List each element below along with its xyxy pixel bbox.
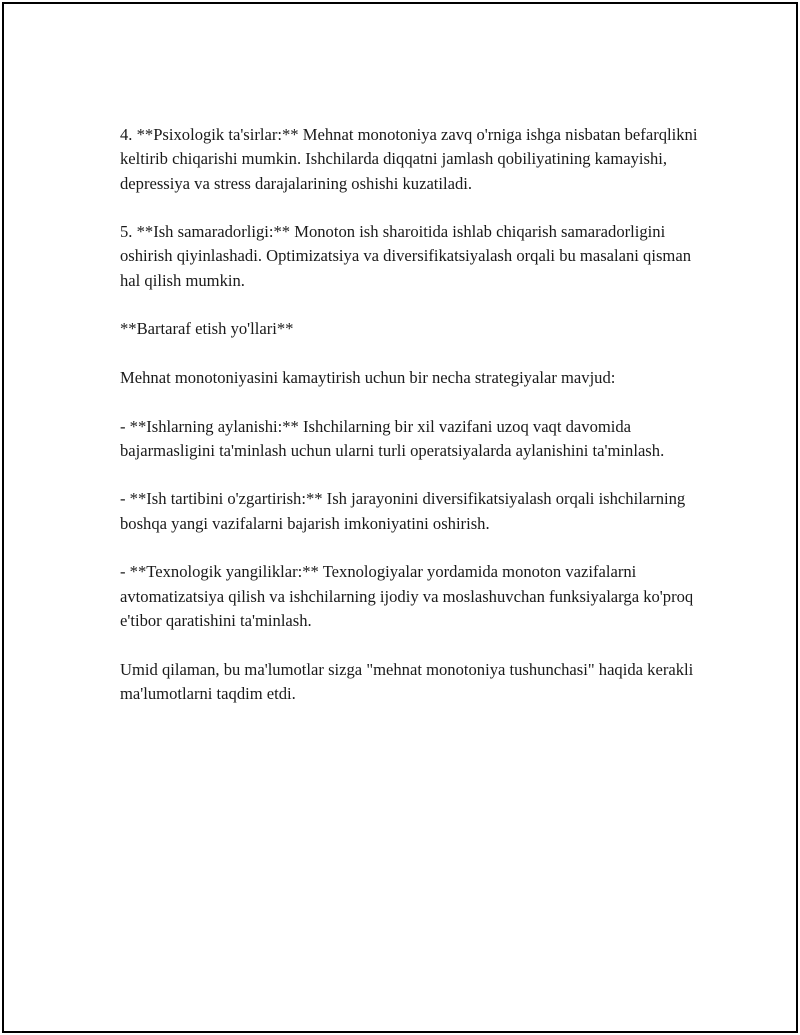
paragraph-work-efficiency: 5. **Ish samaradorligi:** Monoton ish sharoitida ishlab chiqarish samaradorligini oshirish qiyinlashadi. Optimizatsiya va diversifikatsiyalash orqali bu masalani qisman hal qilish mumkin.: [120, 222, 691, 290]
list-item-change-work-order: - **Ish tartibini o'zgartirish:** Ish jarayonini diversifikatsiyalash orqali ishchilarning boshqa yangi vazifalarni bajarish imkoniyatini oshirish.: [120, 489, 686, 533]
section-heading-remedies: **Bartaraf etish yo'llari**: [120, 319, 294, 339]
paragraph-psychological-effects: 4. **Psixologik ta'sirlar:** Mehnat monotoniya zavq o'rniga ishga nisbatan befarqlikni keltirib chiqarishi mumkin. Ishchilarda diqqatni jamlash qobiliyatining kamayishi, depressiya va stress darajalarining oshishi kuzatiladi.: [120, 125, 698, 193]
document-body: [120, 123, 700, 730]
document-page: [2, 2, 798, 1033]
paragraph-closing: Umid qilaman, bu ma'lumotlar sizga "mehnat monotoniya tushunchasi" haqida kerakli ma'lumotlarni taqdim etdi.: [120, 659, 694, 703]
list-item-job-rotation: - **Ishlarning aylanishi:** Ishchilarning bir xil vazifani uzoq vaqt davomida bajarmasligini ta'minlash uchun ularni turli operatsiyalarda aylanishini ta'minlash.: [120, 416, 665, 460]
paragraph-strategies-intro: Mehnat monotoniyasini kamaytirish uchun bir necha strategiyalar mavjud:: [120, 367, 616, 387]
list-item-tech-innovations: - **Texnologik yangiliklar:** Texnologiyalar yordamida monoton vazifalarni avtomatizatsiya qilish va ishchilarning ijodiy va moslashuvchan funksiyalarga ko'proq e'tibor qaratishini ta'minlash.: [120, 562, 694, 630]
